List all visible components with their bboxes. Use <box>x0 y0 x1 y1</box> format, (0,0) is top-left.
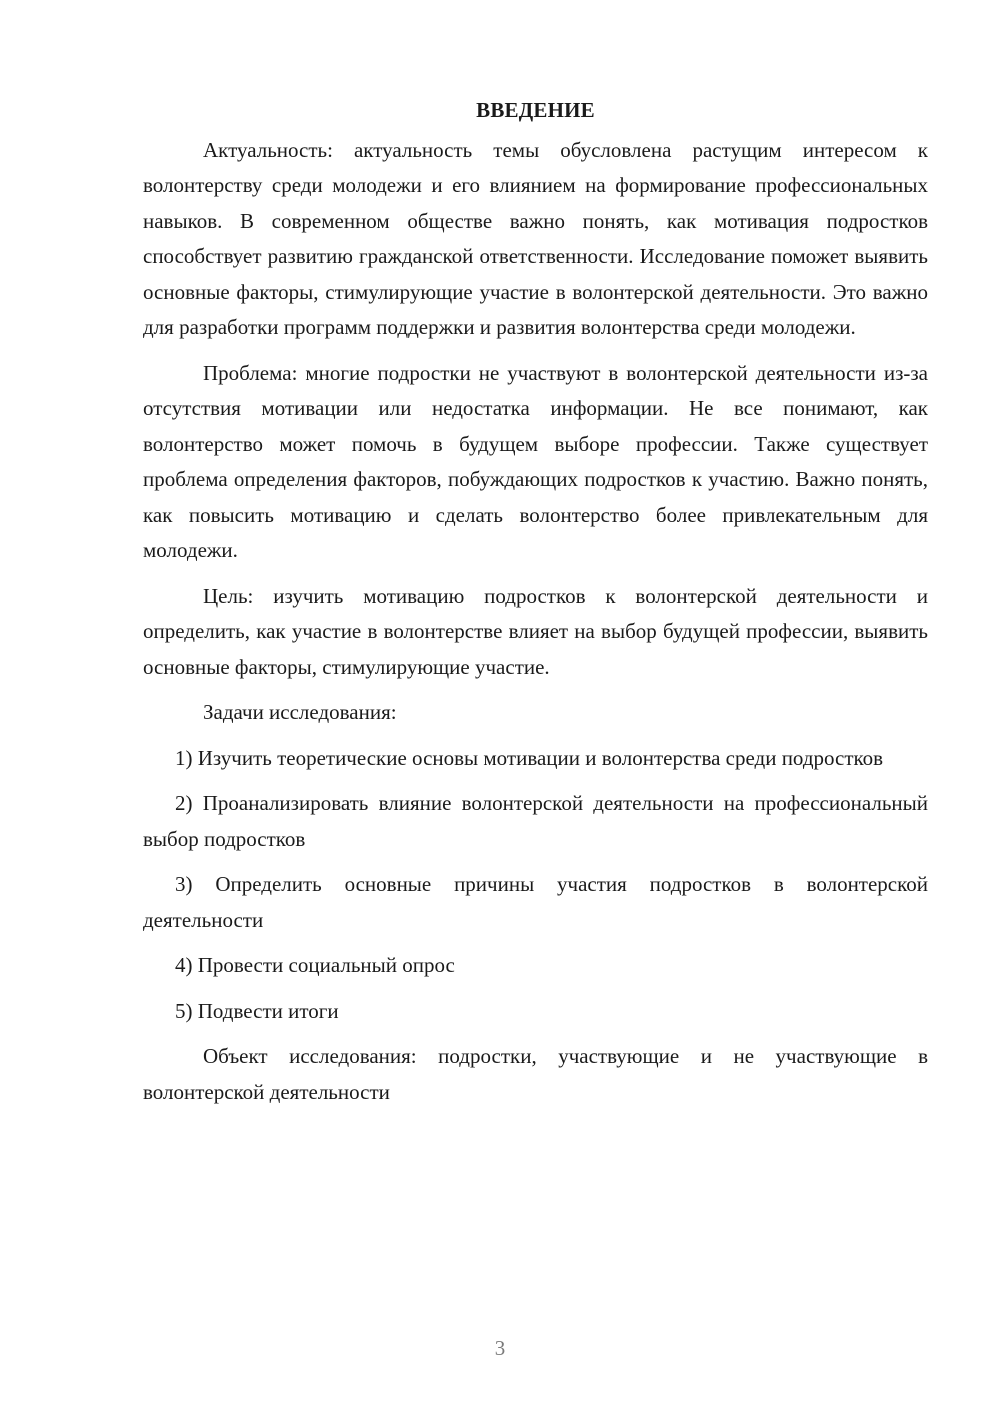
tasks-list <box>143 741 928 1030</box>
goal-paragraph: Цель: изучить мотивацию подростков к волонтерской деятельности и определить, как участие в волонтерстве влияет на выбор будущей профессии, выявить основные факторы, стимулирующие участие. <box>143 583 928 679</box>
task-item-1: 1) Изучить теоретические основы мотивации и волонтерства среди подростков <box>175 745 884 770</box>
problem-paragraph: Проблема: многие подростки не участвуют в волонтерской деятельности из-за отсутствия мотивации или недостатка информации. Не все понимают, как волонтерство может помочь в будущем выборе профессии. Также существует проблема определения факторов, побуждающих подростков к участию. Важно понять, как повысить мотивацию и сделать волонтерство более привлекательным для молодежи. <box>143 360 928 562</box>
task-item-3: 3) Определить основные причины участия подростков в волонтерской деятельности <box>143 872 928 932</box>
page-content <box>143 93 928 1120</box>
task-item-2: 2) Проанализировать влияние волонтерской деятельности на профессиональный выбор подростков <box>143 791 928 851</box>
object-paragraph: Объект исследования: подростки, участвующие и не участвующие в волонтерской деятельности <box>143 1044 928 1104</box>
page-number: 3 <box>494 1336 506 1360</box>
tasks-heading: Задачи исследования: <box>203 700 397 724</box>
relevance-paragraph: Актуальность: актуальность темы обусловлена растущим интересом к волонтерству среди молодежи и его влиянием на формирование профессиональных навыков. В современном обществе важно понять, как мотивация подростков способствует развитию гражданской ответственности. Исследование поможет выявить основные факторы, стимулирующие участие в волонтерской деятельности. Это важно для разработки программ поддержки и развития волонтерства среди молодежи. <box>143 137 928 339</box>
page-title: ВВЕДЕНИЕ <box>476 98 595 122</box>
task-item-4: 4) Провести социальный опрос <box>175 953 455 977</box>
task-item-5: 5) Подвести итоги <box>175 998 339 1023</box>
